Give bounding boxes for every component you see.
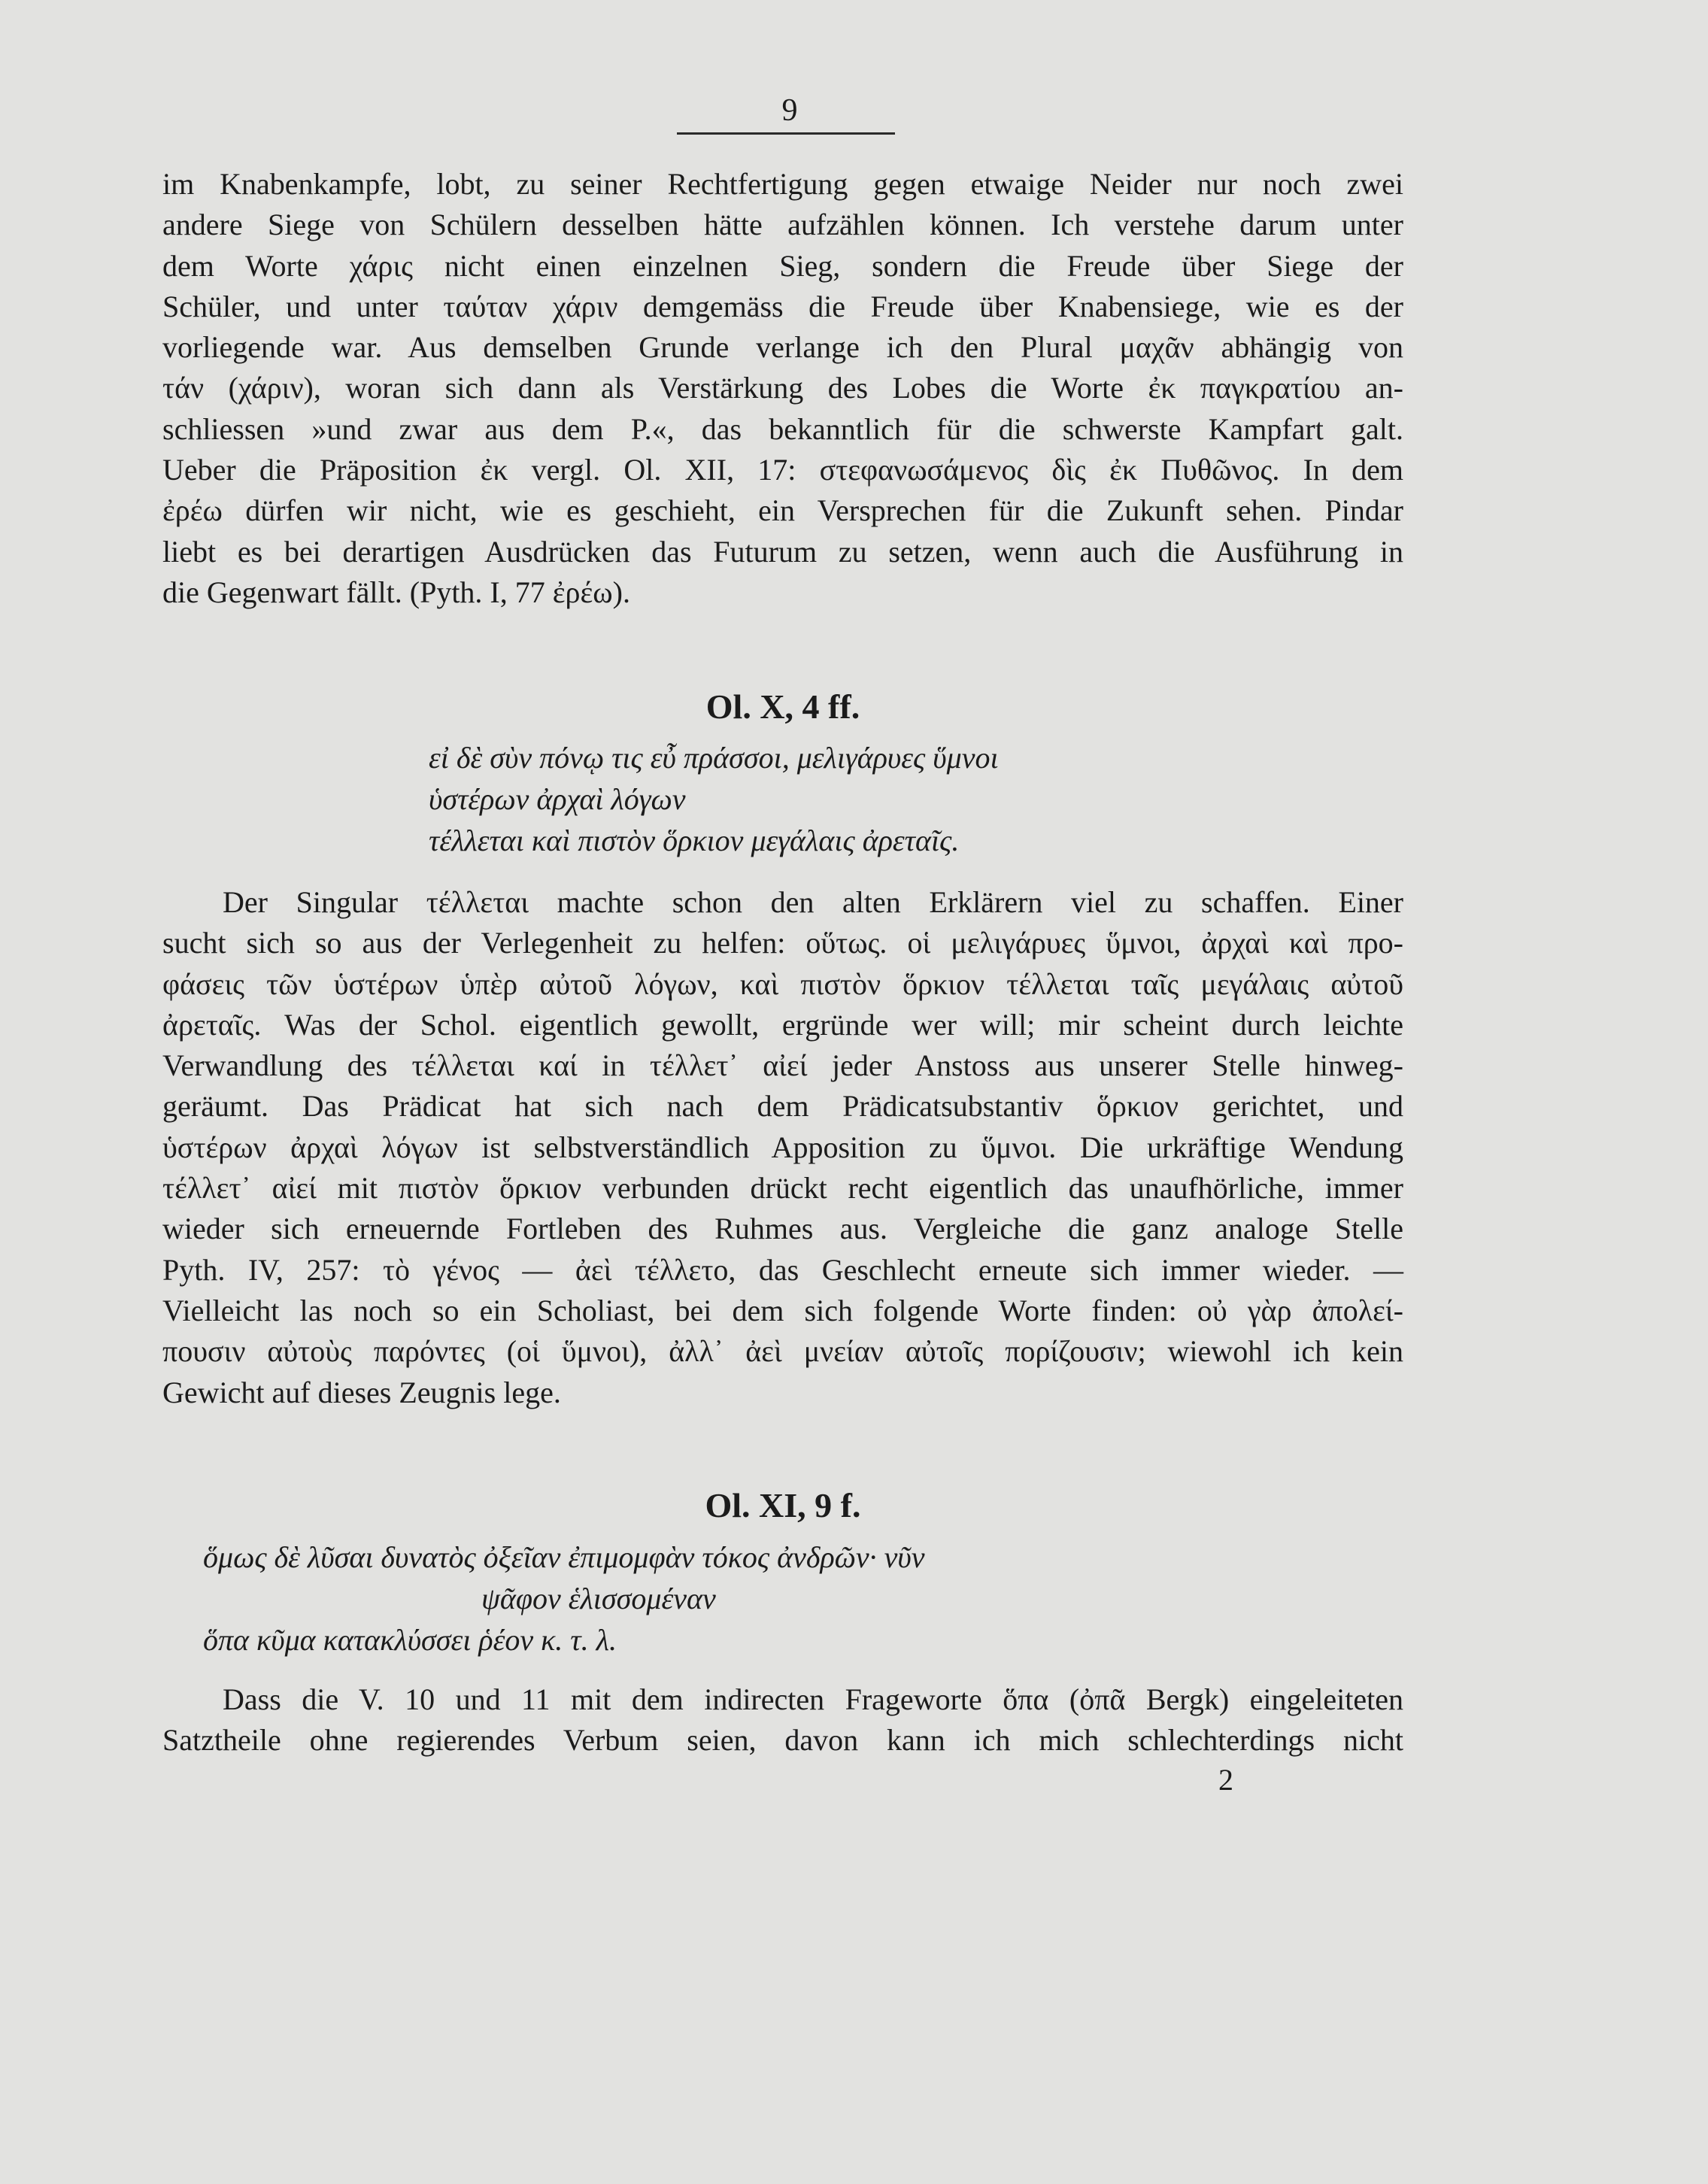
paragraph-2 xyxy=(162,882,1403,1413)
text-line: vorliegende war. Aus demselben Grunde verlange ich den Plural μαχᾶν abhängig von xyxy=(162,330,1403,365)
verse-line: ὅμως δὲ λῦσαι δυνατὸς ὀξεῖαν ἐπιμομφὰν τόκος ἀνδρῶν· νῦν xyxy=(203,1540,925,1574)
verse-quote-ol-xi xyxy=(203,1536,925,1661)
verse-line: ψᾶφον ἑλισσομέναν xyxy=(481,1582,716,1615)
text-line: die Gegenwart fällt. (Pyth. I, 77 ἐρέω). xyxy=(162,575,630,609)
verse-quote-ol-x xyxy=(429,737,999,861)
text-line: Pyth. IV, 257: τὸ γένος — ἀεὶ τέλλετο, das Geschlecht erneute sich immer wieder. — xyxy=(162,1252,1403,1287)
text-line: πουσιν αὐτοὺς παρόντες (οἱ ὕμνοι), ἀλλ᾽ ἀεὶ μνείαν αὐτοῖς πορίζουσιν; wiewohl ich kein xyxy=(162,1334,1403,1369)
section-heading-ol-x: Ol. X, 4 ff. xyxy=(705,687,860,726)
text-line: Dass die V. 10 und 11 mit dem indirecten Frageworte ὅπα (ὀπᾶ Bergk) eingeleiteten xyxy=(223,1682,1403,1716)
verse-line: ὅπα κῦμα κατακλύσσει ῥέον κ. τ. λ. xyxy=(203,1623,617,1657)
text-line: geräumt. Das Prädicat hat sich nach dem Prädicatsubstantiv ὅρκιον gerichtet, und xyxy=(162,1089,1403,1124)
text-line: sucht sich so aus der Verlegenheit zu helfen: οὕτως. οἱ μελιγάρυες ὕμνοι, ἀρχαὶ καὶ προ- xyxy=(162,926,1403,960)
verse-line: ὑστέρων ἀρχαὶ λόγων xyxy=(429,782,686,816)
text-line: wieder sich erneuernde Fortleben des Ruhmes aus. Vergleiche die ganz analoge Stelle xyxy=(162,1212,1403,1246)
text-line: im Knabenkampfe, lobt, zu seiner Rechtfertigung gegen etwaige Neider nur noch zwei xyxy=(162,167,1403,201)
text-line: liebt es bei derartigen Ausdrücken das Futurum zu setzen, wenn auch die Ausführung in xyxy=(162,534,1403,569)
paragraph-3 xyxy=(162,1679,1403,1761)
text-line: Satztheile ohne regierendes Verbum seien, davon kann ich mich schlechterdings nicht xyxy=(162,1723,1403,1758)
verse-line: εἰ δὲ σὺν πόνῳ τις εὖ πράσσοι, μελιγάρυες ὕμνοι xyxy=(429,741,999,775)
text-line: schliessen »und zwar aus dem P.«, das bekanntlich für die schwerste Kampfart galt. xyxy=(162,411,1403,446)
section-heading-ol-xi: Ol. XI, 9 f. xyxy=(705,1486,861,1524)
text-line: Schüler, und unter ταύταν χάριν demgemäss die Freude über Knabensiege, wie es der xyxy=(162,289,1403,323)
paragraph-1 xyxy=(162,164,1403,613)
verse-line: τέλλεται καὶ πιστὸν ὅρκιον μεγάλαις ἀρεταῖς. xyxy=(429,824,960,857)
header-rule xyxy=(677,132,895,135)
text-line: ἐρέω dürfen wir nicht, wie es geschieht, ein Versprechen für die Zukunft sehen. Pindar xyxy=(162,493,1403,528)
text-line: andere Siege von Schülern desselben hätte aufzählen können. Ich verstehe darum unter xyxy=(162,208,1403,242)
text-line: φάσεις τῶν ὑστέρων ὑπὲρ αὐτοῦ λόγων, καὶ πιστὸν ὅρκιον τέλλεται ταῖς μεγάλαις αὐτοῦ xyxy=(162,966,1403,1001)
text-line: τάν (χάριν), woran sich dann als Verstärkung des Lobes die Worte ἐκ παγκρατίου an- xyxy=(162,371,1403,405)
page-number: 9 xyxy=(781,93,798,128)
text-line: dem Worte χάρις nicht einen einzelnen Sieg, sondern die Freude über Siege der xyxy=(162,248,1403,283)
text-line: Ueber die Präposition ἐκ vergl. Ol. XII, 17: στεφανωσάμενος δὶς ἐκ Πυθῶνος. In dem xyxy=(162,453,1403,487)
text-line: Gewicht auf dieses Zeugnis lege. xyxy=(162,1375,561,1409)
text-line: ἀρεταῖς. Was der Schol. eigentlich gewollt, ergründe wer will; mir scheint durch leichte xyxy=(162,1007,1403,1042)
text-line: Der Singular τέλλεται machte schon den alten Erklärern viel zu schaffen. Einer xyxy=(223,885,1403,919)
text-line: Vielleicht las noch so ein Scholiast, bei dem sich folgende Worte finden: οὐ γὰρ ἀπολεί- xyxy=(162,1293,1403,1327)
text-line: Verwandlung des τέλλεται καί in τέλλετ᾽ αἰεί jeder Anstoss aus unserer Stelle hinweg- xyxy=(162,1048,1403,1083)
text-line: ὑστέρων ἀρχαὶ λόγων ist selbstverständlich Apposition zu ὕμνοι. Die urkräftige Wendung xyxy=(162,1130,1403,1164)
text-line: τέλλετ᾽ αἰεί mit πιστὸν ὅρκιον verbunden drückt recht eigentlich das unaufhörliche, immer xyxy=(162,1171,1403,1206)
signature-mark: 2 xyxy=(1218,1763,1233,1797)
